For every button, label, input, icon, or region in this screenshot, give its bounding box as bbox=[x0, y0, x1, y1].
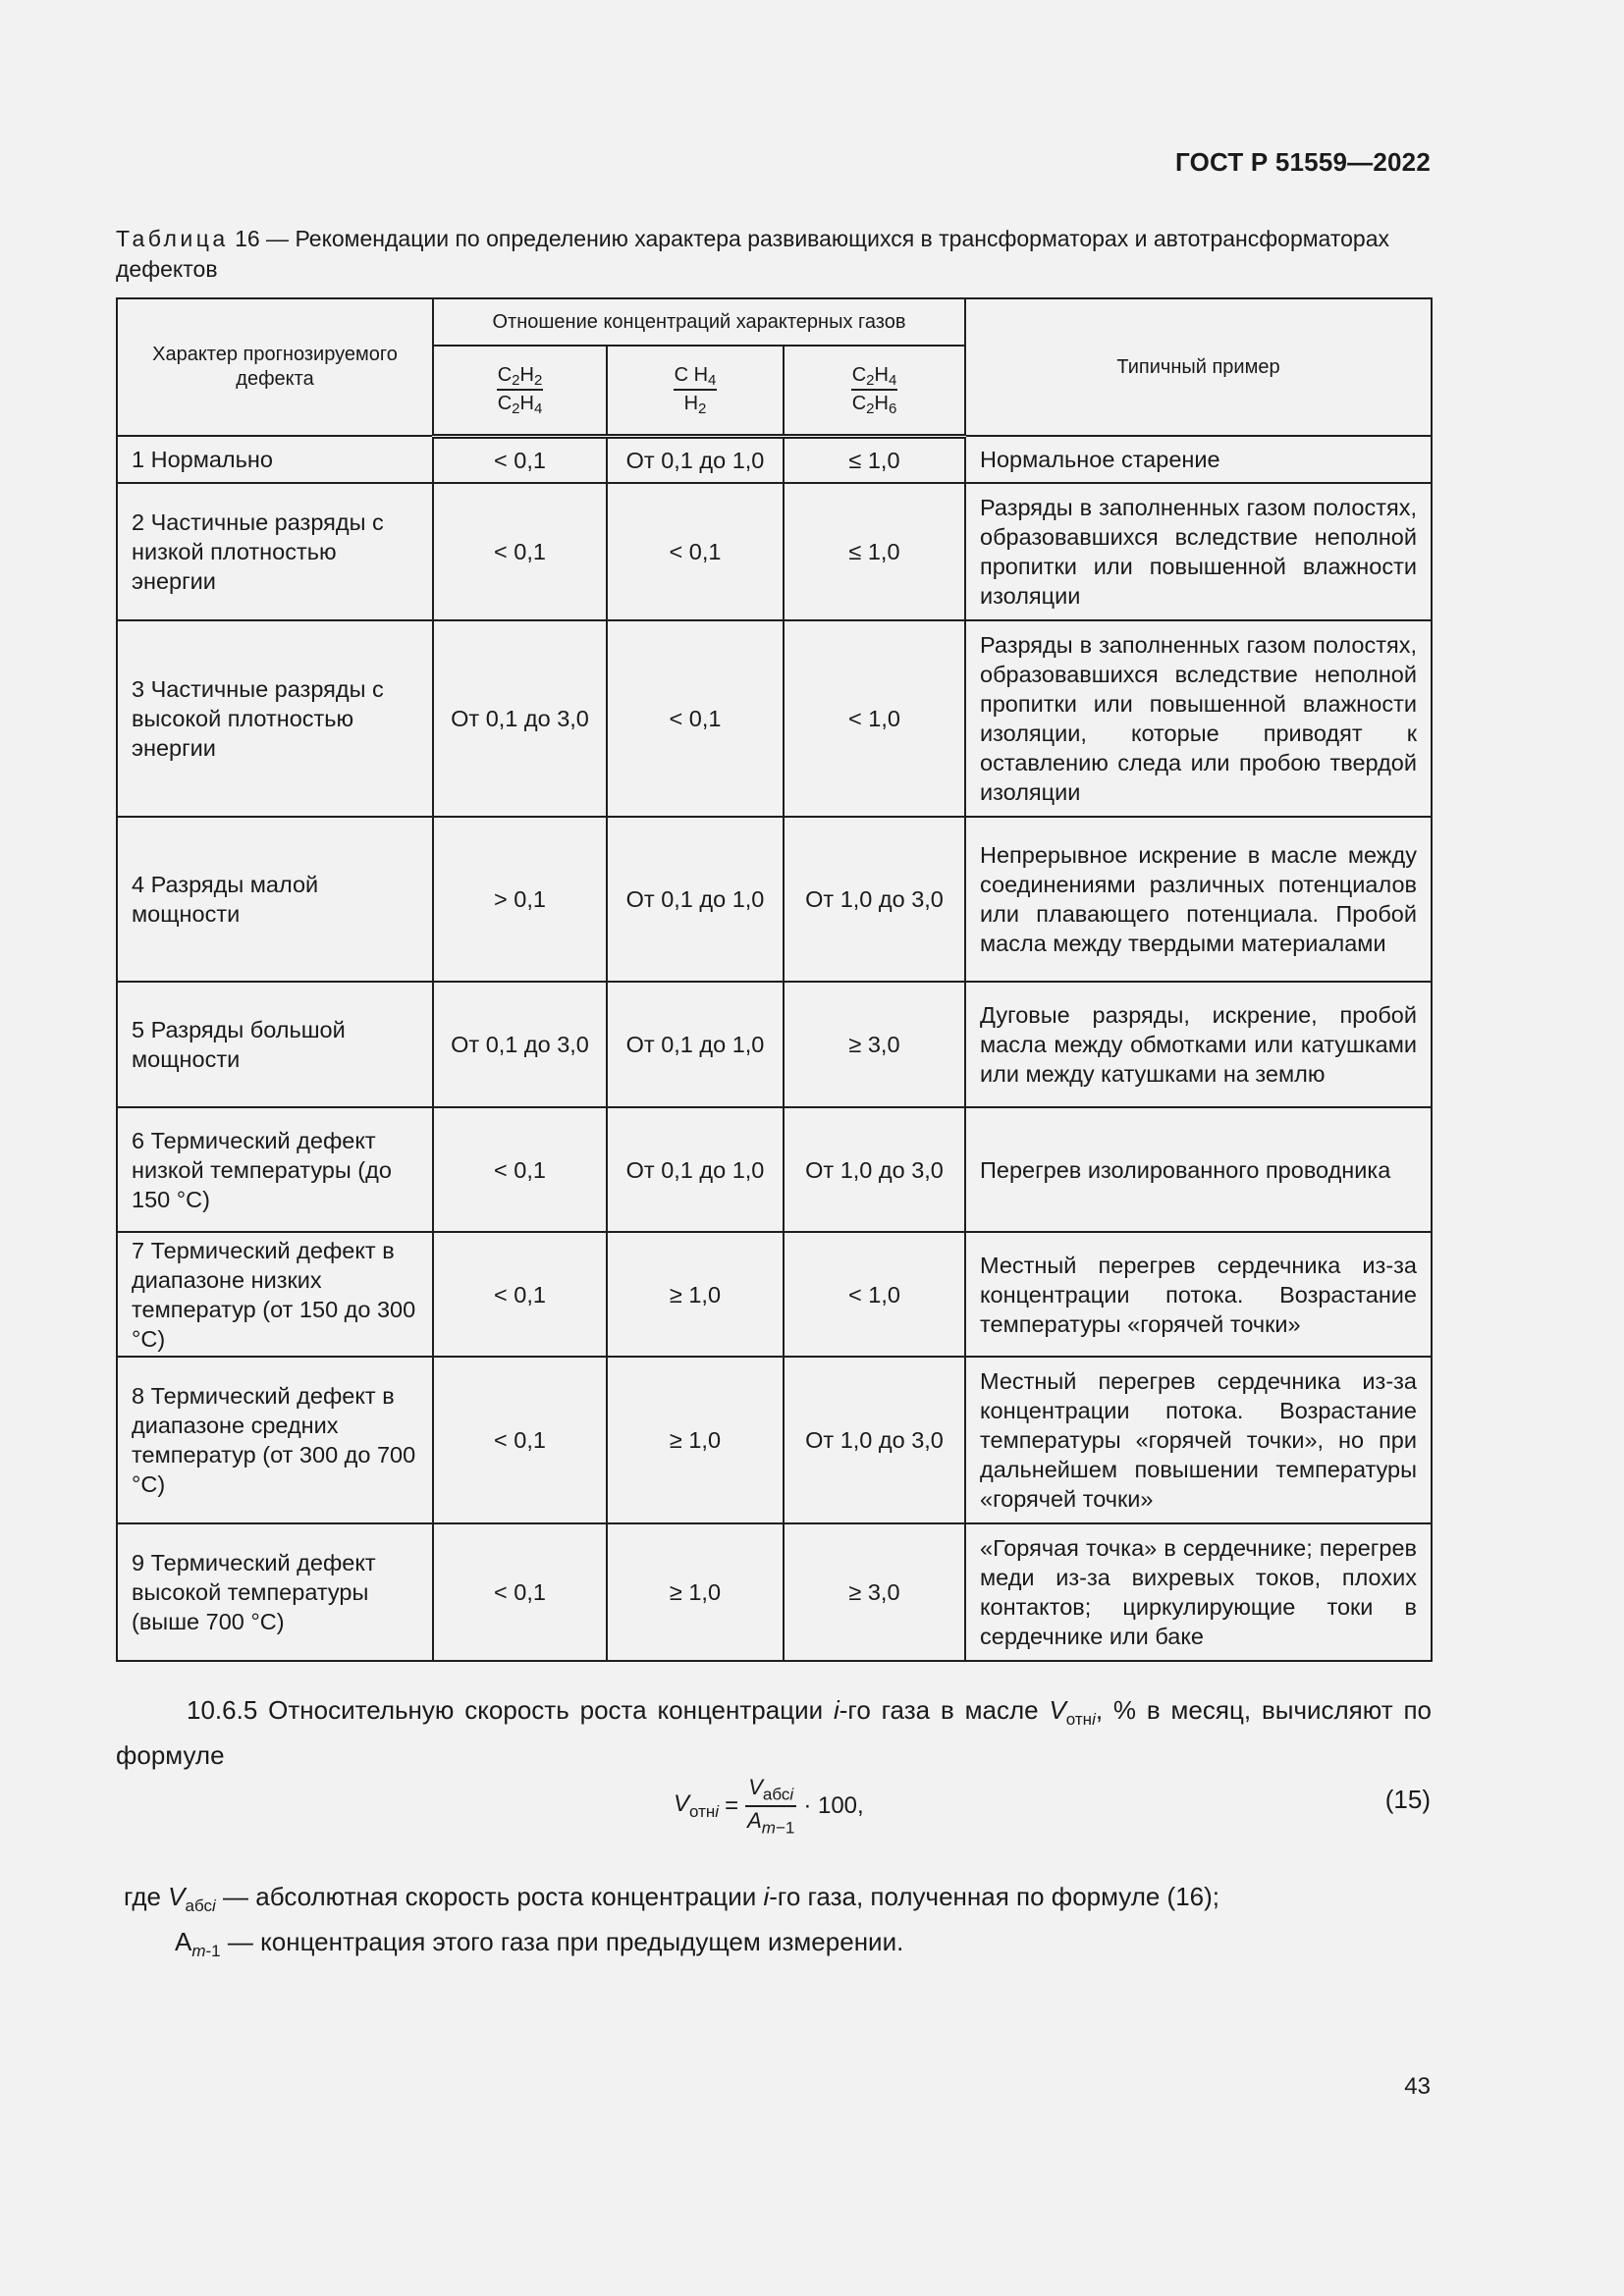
where-line-1: где $V_{абсi}$ — абсолютная скорость роста концентрации i-го газа, полученная по формуле (16); bbox=[124, 1882, 1220, 1916]
defects-table bbox=[116, 297, 1433, 1662]
table-row bbox=[117, 1523, 1432, 1661]
row-ratio-1: < 0,1 bbox=[433, 436, 607, 483]
head-ratio-c2h4-c2h6: $\frac{C_2H_4}{C_2H_6}$ bbox=[784, 346, 965, 436]
row-ratio-3: < 1,0 bbox=[784, 1232, 965, 1357]
row-example: Местный перегрев сердечника из-за концентрации потока. Возрастание температуры «горячей точки» bbox=[965, 1232, 1432, 1357]
table-row bbox=[117, 817, 1432, 982]
head-character: Характер прогнозируемого дефекта bbox=[117, 298, 433, 436]
where-line-2: $A_{m-1}$ — концентрация этого газа при предыдущем измерении. bbox=[175, 1927, 904, 1961]
row-ratio-1: < 0,1 bbox=[433, 1523, 607, 1661]
table-row bbox=[117, 1357, 1432, 1523]
equation-number: (15) bbox=[1384, 1785, 1431, 1814]
document-code: ГОСТ Р 51559—2022 bbox=[1175, 147, 1431, 177]
table-row bbox=[117, 483, 1432, 620]
row-example: «Горячая точка» в сердечнике; перегрев меди из-за вихревых токов, плохих контактов; циркулирующие токи в сердечнике или баке bbox=[965, 1523, 1432, 1661]
caption-label: Таблица bbox=[116, 226, 229, 251]
row-ratio-2: < 0,1 bbox=[607, 483, 784, 620]
row-ratio-3: От 1,0 до 3,0 bbox=[784, 1107, 965, 1232]
row-example: Разряды в заполненных газом полостях, образовавшихся вследствие неполной пропитки или повышенной влажности изоляции, которые приводят к оставлению следа или пробою твердой изоляции bbox=[965, 620, 1432, 817]
row-character: 6 Термический дефект низкой температуры (до 150 °С) bbox=[117, 1107, 433, 1232]
row-ratio-1: < 0,1 bbox=[433, 1357, 607, 1523]
row-example: Непрерывное искрение в масле между соединениями различных потенциалов или плавающего потенциала. Пробой масла между твердыми материалами bbox=[965, 817, 1432, 982]
caption-text: 16 — Рекомендации по определению характера развивающихся в трансформаторах и автотрансформаторах дефектов bbox=[116, 226, 1389, 282]
row-ratio-3: От 1,0 до 3,0 bbox=[784, 817, 965, 982]
formula-15: $V_{отнi}$ = $V_{абсi}$ $A_{m-1}$ · 100, bbox=[674, 1775, 864, 1838]
row-ratio-1: > 0,1 bbox=[433, 817, 607, 982]
paragraph-10-6-5: 10.6.5 Относительную скорость роста концентрации i-го газа в масле $V_{отнi}$, % в месяц, вычисляют по формуле bbox=[116, 1695, 1432, 1771]
head-ratio-c2h2-c2h4: $\frac{C_2H_2}{C_2H_4}$ bbox=[433, 346, 607, 436]
head-ratio-group: Отношение концентраций характерных газов bbox=[433, 298, 965, 346]
row-ratio-2: От 0,1 до 1,0 bbox=[607, 436, 784, 483]
head-ratio-ch4-h2: $\frac{C H_4}{H_2}$ bbox=[607, 346, 784, 436]
row-ratio-2: ≥ 1,0 bbox=[607, 1232, 784, 1357]
table-row bbox=[117, 982, 1432, 1107]
row-example: Дуговые разряды, искрение, пробой масла между обмотками или катушками или между катушками на землю bbox=[965, 982, 1432, 1107]
row-ratio-3: ≤ 1,0 bbox=[784, 436, 965, 483]
row-ratio-3: ≥ 3,0 bbox=[784, 982, 965, 1107]
row-ratio-2: От 0,1 до 1,0 bbox=[607, 1107, 784, 1232]
row-character: 9 Термический дефект высокой температуры (выше 700 °С) bbox=[117, 1523, 433, 1661]
row-example: Перегрев изолированного проводника bbox=[965, 1107, 1432, 1232]
row-character: 2 Частичные разряды с низкой плотностью энергии bbox=[117, 483, 433, 620]
row-ratio-1: От 0,1 до 3,0 bbox=[433, 982, 607, 1107]
table-row bbox=[117, 436, 1432, 483]
row-ratio-1: < 0,1 bbox=[433, 1107, 607, 1232]
page-number: 43 bbox=[1404, 2073, 1431, 2100]
table-caption bbox=[116, 224, 1432, 285]
row-character: 7 Термический дефект в диапазоне низких температур (от 150 до 300 °С) bbox=[117, 1232, 433, 1357]
row-example: Разряды в заполненных газом полостях, образовавшихся вследствие неполной пропитки или повышенной влажности изоляции bbox=[965, 483, 1432, 620]
table-row bbox=[117, 620, 1432, 817]
row-ratio-3: < 1,0 bbox=[784, 620, 965, 817]
row-ratio-1: < 0,1 bbox=[433, 483, 607, 620]
row-ratio-3: От 1,0 до 3,0 bbox=[784, 1357, 965, 1523]
row-ratio-2: От 0,1 до 1,0 bbox=[607, 982, 784, 1107]
row-ratio-2: От 0,1 до 1,0 bbox=[607, 817, 784, 982]
table-row bbox=[117, 1107, 1432, 1232]
row-character: 8 Термический дефект в диапазоне средних температур (от 300 до 700 °С) bbox=[117, 1357, 433, 1523]
row-example: Местный перегрев сердечника из-за концентрации потока. Возрастание температуры «горячей точки», но при дальнейшем повышении температуры «горячей точки» bbox=[965, 1357, 1432, 1523]
row-ratio-2: < 0,1 bbox=[607, 620, 784, 817]
row-ratio-1: < 0,1 bbox=[433, 1232, 607, 1357]
row-ratio-2: ≥ 1,0 bbox=[607, 1357, 784, 1523]
row-ratio-1: От 0,1 до 3,0 bbox=[433, 620, 607, 817]
row-ratio-2: ≥ 1,0 bbox=[607, 1523, 784, 1661]
head-example: Типичный пример bbox=[965, 298, 1432, 436]
row-ratio-3: ≥ 3,0 bbox=[784, 1523, 965, 1661]
row-character: 5 Разряды большой мощности bbox=[117, 982, 433, 1107]
row-example: Нормальное старение bbox=[965, 436, 1432, 483]
row-character: 1 Нормально bbox=[117, 436, 433, 483]
row-character: 3 Частичные разряды с высокой плотностью энергии bbox=[117, 620, 433, 817]
row-ratio-3: ≤ 1,0 bbox=[784, 483, 965, 620]
table-row bbox=[117, 1232, 1432, 1357]
row-character: 4 Разряды малой мощности bbox=[117, 817, 433, 982]
